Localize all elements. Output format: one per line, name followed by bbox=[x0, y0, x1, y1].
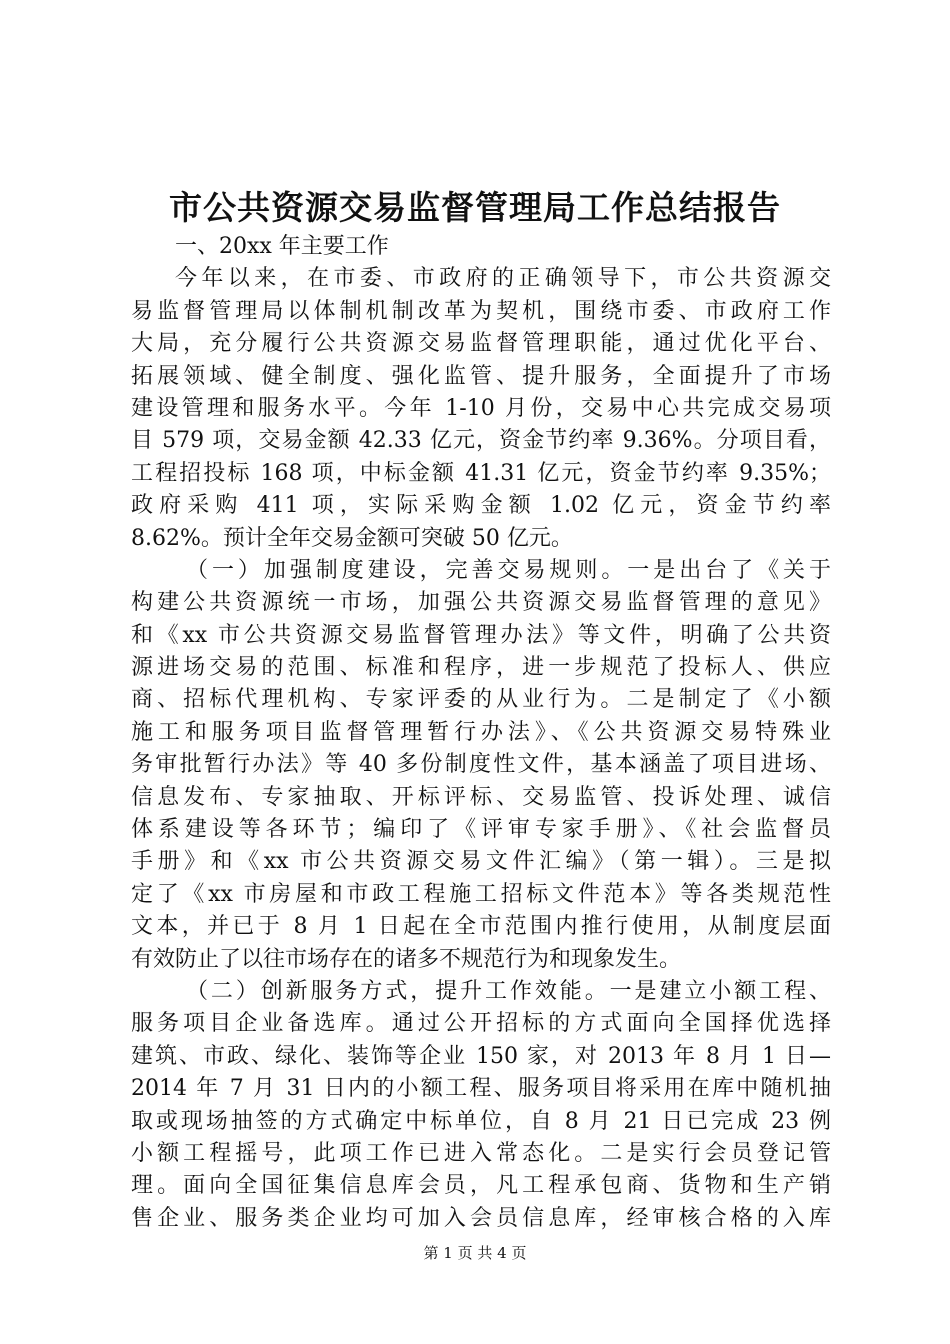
paragraph-line: 手册》和《xx 市公共资源交易文件汇编》（第一辑）。三是拟 bbox=[131, 849, 831, 875]
paragraph-line: 构建公共资源统一市场，加强公共资源交易监督管理的意见》 bbox=[131, 590, 831, 616]
paragraph-line: 体系建设等各环节；编印了《评审专家手册》、《社会监督员 bbox=[131, 817, 831, 843]
paragraph-line: 施工和服务项目监督管理暂行办法》、《公共资源交易特殊业 bbox=[131, 719, 831, 745]
paragraph-line: 2014 年 7 月 31 日内的小额工程、服务项目将采用在库中随机抽 bbox=[131, 1076, 831, 1102]
paragraph-line: 定了《xx 市房屋和市政工程施工招标文件范本》等各类规范性 bbox=[131, 881, 831, 907]
paragraph-line: （一）加强制度建设，完善交易规则。一是出台了《关于 bbox=[186, 557, 831, 583]
paragraph-line: 建筑、市政、绿化、装饰等企业 150 家，对 2013 年 8 月 1 日— bbox=[131, 1043, 831, 1069]
paragraph-line: 商、招标代理机构、专家评委的从业行为。二是制定了《小额 bbox=[131, 687, 831, 713]
paragraph-line: 8.62%。预计全年交易金额可突破 50 亿元。 bbox=[131, 525, 573, 551]
paragraph-line: 和《xx 市公共资源交易监督管理办法》等文件，明确了公共资 bbox=[131, 622, 831, 648]
paragraph-line: 拓展领域、健全制度、强化监管、提升服务，全面提升了市场 bbox=[131, 363, 831, 389]
paragraph-line: 目 579 项，交易金额 42.33 亿元，资金节约率 9.36%。分项目看， bbox=[131, 428, 831, 454]
paragraph-line: 信息发布、专家抽取、开标评标、交易监管、投诉处理、诚信 bbox=[131, 784, 831, 810]
paragraph-line: 政府采购 411 项，实际采购金额 1.02 亿元，资金节约率 bbox=[131, 493, 831, 519]
page-footer: 第 1 页 共 4 页 bbox=[423, 1244, 527, 1262]
paragraph-line: 建设管理和服务水平。今年 1-10 月份，交易中心共完成交易项 bbox=[131, 395, 831, 421]
paragraph-line: 易监督管理局以体制机制改革为契机，围绕市委、市政府工作 bbox=[131, 298, 831, 324]
paragraph-line: 小额工程摇号，此项工作已进入常态化。二是实行会员登记管 bbox=[131, 1140, 831, 1166]
paragraph-line: （二）创新服务方式，提升工作效能。一是建立小额工程、 bbox=[186, 978, 831, 1004]
paragraph-line: 文本，并已于 8 月 1 日起在全市范围内推行使用，从制度层面 bbox=[131, 914, 831, 940]
document-body bbox=[131, 231, 831, 1235]
paragraph-line: 取或现场抽签的方式确定中标单位，自 8 月 21 日已完成 23 例 bbox=[131, 1108, 831, 1134]
paragraph-line: 理。面向全国征集信息库会员，凡工程承包商、货物和生产销 bbox=[131, 1173, 831, 1199]
paragraph-line: 工程招投标 168 项，中标金额 41.31 亿元，资金节约率 9.35%； bbox=[131, 460, 831, 486]
document-title: 市公共资源交易监督管理局工作总结报告 bbox=[169, 188, 781, 227]
paragraph-line: 务审批暂行办法》等 40 多份制度性文件，基本涵盖了项目进场、 bbox=[131, 752, 831, 778]
paragraph-line: 大局，充分履行公共资源交易监督管理职能，通过优化平台、 bbox=[131, 331, 831, 357]
paragraph-line: 服务项目企业备选库。通过公开招标的方式面向全国择优选择 bbox=[131, 1011, 831, 1037]
paragraph-line: 今年以来，在市委、市政府的正确领导下，市公共资源交 bbox=[175, 266, 831, 292]
paragraph-line: 有效防止了以往市场存在的诸多不规范行为和现象发生。 bbox=[131, 946, 682, 972]
paragraph-line: 售企业、服务类企业均可加入会员信息库，经审核合格的入库 bbox=[131, 1205, 831, 1231]
paragraph-line: 源进场交易的范围、标准和程序，进一步规范了投标人、供应 bbox=[131, 655, 831, 681]
section-heading: 一、20xx 年主要工作 bbox=[175, 234, 389, 259]
